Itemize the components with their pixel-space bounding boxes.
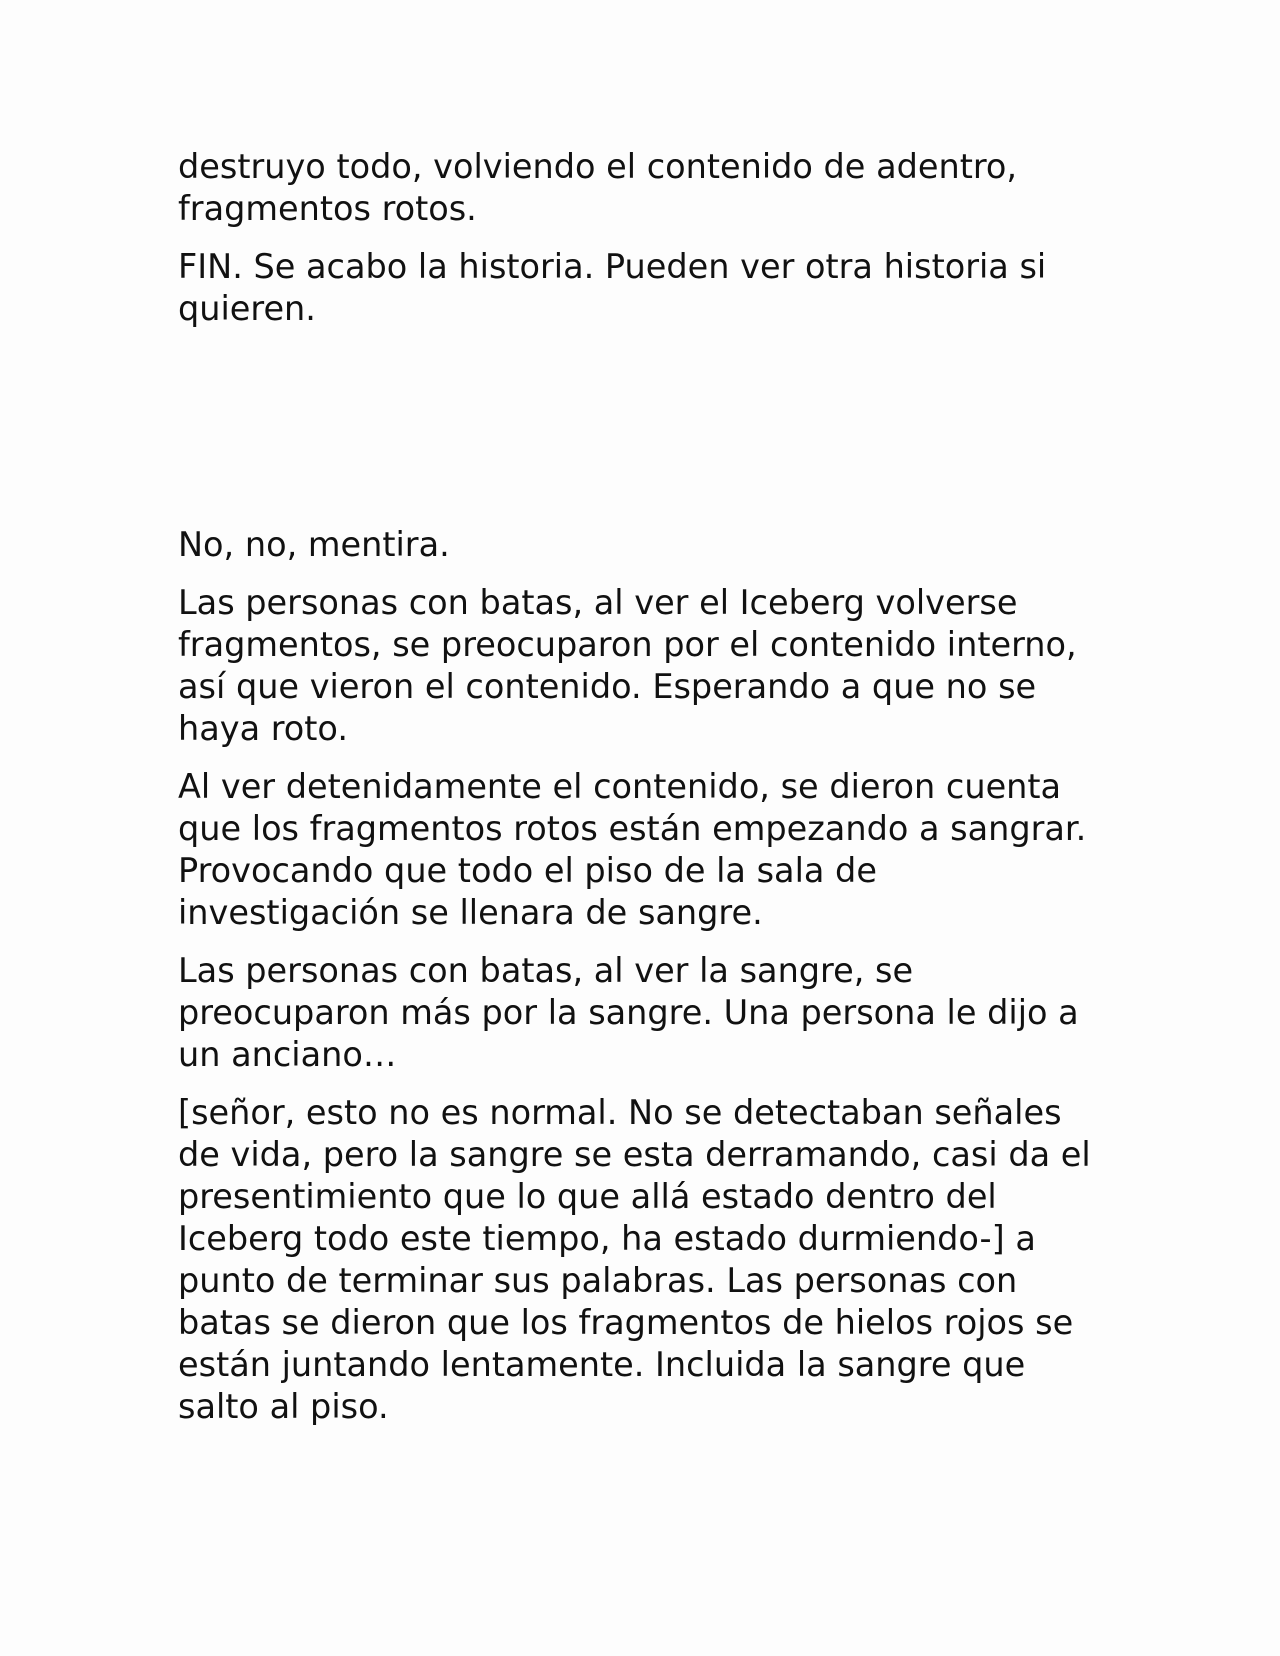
paragraph: Al ver detenidamente el contenido, se dieron cuenta que los fragmentos rotos están empezando a sangrar. Provocando que todo el piso de la sala de investigación se llenara de sangre. [178,767,1087,932]
paragraph: Las personas con batas, al ver el Iceberg volverse fragmentos, se preocuparon por el contenido interno, así que vieron el contenido. Esperando a que no se haya roto. [178,583,1077,748]
paragraph: destruyo todo, volviendo el contenido de adentro, fragmentos rotos. [178,147,1018,228]
paragraph: [señor, esto no es normal. No se detectaban señales de vida, pero la sangre se esta derramando, casi da el presentimiento que lo que allá estado dentro del Iceberg todo este tiempo, ha estado durmiendo-] a punto de terminar sus palabras. Las personas con batas se dieron que los fragmentos de hielos rojos se están juntando lentamente. Incluida la sangre que salto al piso. [178,1093,1091,1426]
paragraph: No, no, mentira. [178,525,450,564]
text-section-top [178,146,1108,346]
paragraph: FIN. Se acabo la historia. Pueden ver otra historia si quieren. [178,247,1047,328]
paragraph: Las personas con batas, al ver la sangre, se preocuparon más por la sangre. Una persona le dijo a un anciano… [178,951,1079,1074]
text-section-bottom [178,524,1108,1444]
